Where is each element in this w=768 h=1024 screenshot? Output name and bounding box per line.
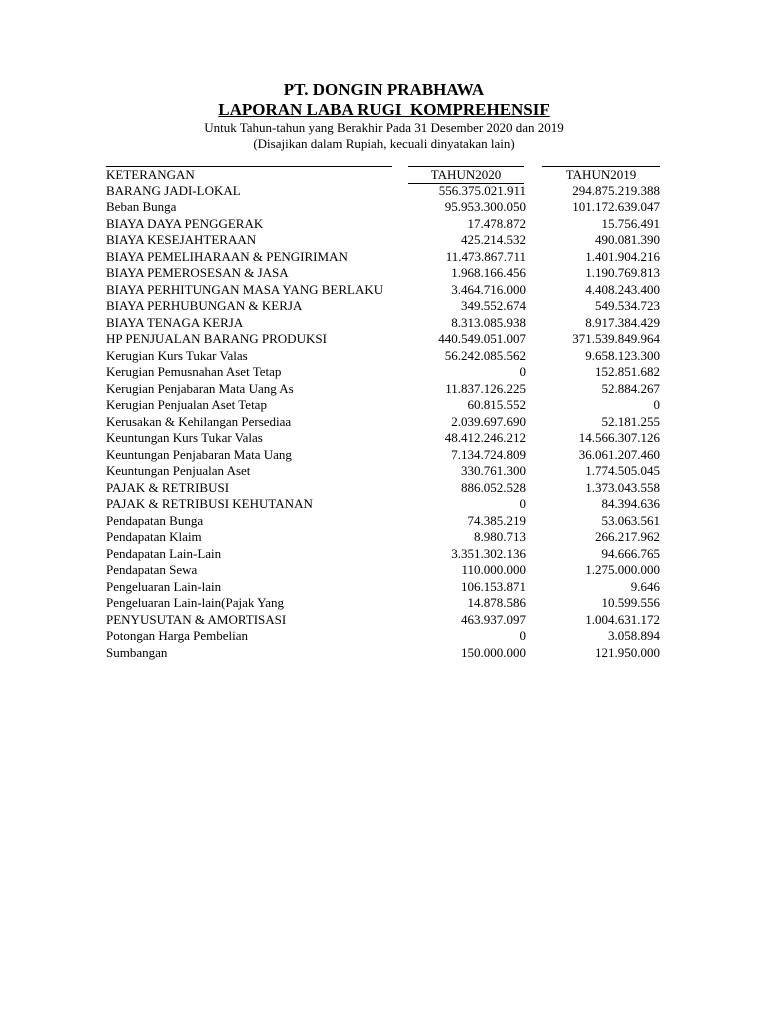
row-value-2019: 1.401.904.216	[585, 248, 660, 264]
table-row	[106, 265, 666, 282]
row-label: Kerugian Penjualan Aset Tetap	[106, 397, 267, 412]
row-value-2020: 106.153.871	[461, 578, 526, 594]
table-row	[106, 199, 666, 216]
row-label: Pendapatan Bunga	[106, 512, 204, 528]
table-row	[106, 447, 666, 464]
table-header-row	[106, 166, 666, 183]
row-value-2020: 60.815.552	[467, 397, 526, 412]
row-value-2019: 8.917.384.429	[585, 314, 660, 330]
row-label: Keuntungan Penjabaran Mata Uang	[106, 446, 292, 462]
row-value-2020: 0	[519, 364, 526, 379]
row-value-2020: 2.039.697.690	[451, 413, 526, 429]
row-label: PENYUSUTAN & AMORTISASI	[106, 611, 287, 627]
row-label: Beban Bunga	[106, 199, 177, 214]
row-value-2019: 1.275.000.000	[585, 562, 660, 577]
table-row	[106, 513, 666, 530]
row-value-2020: 3.464.716.000	[451, 281, 526, 297]
row-value-2020: 556.375.021.911	[438, 182, 526, 198]
table-row	[106, 562, 666, 579]
table-row	[106, 364, 666, 381]
row-label: BIAYA PEMEROSESAN & JASA	[106, 265, 289, 280]
table-row	[106, 579, 666, 596]
row-value-2019: 53.063.561	[601, 512, 660, 528]
row-value-2020: 11.473.867.711	[445, 248, 526, 264]
row-value-2019: 266.217.962	[595, 529, 660, 544]
row-label: BIAYA PEMELIHARAAN & PENGIRIMAN	[106, 248, 348, 264]
row-value-2020: 56.242.085.562	[444, 347, 526, 363]
row-value-2019: 94.666.765	[601, 545, 660, 561]
row-label: Pengeluaran Lain-lain	[106, 578, 222, 594]
table-row	[106, 331, 666, 348]
report-period: Untuk Tahun-tahun yang Berakhir Pada 31 Desember 2020 dan 2019	[204, 120, 564, 135]
report-title: LAPORAN LABA RUGI KOMPREHENSIF	[218, 100, 550, 119]
income-statement-table	[106, 166, 666, 661]
row-value-2020: 48.412.246.212	[444, 430, 526, 445]
row-value-2019: 549.534.723	[595, 298, 660, 313]
row-label: Pendapatan Klaim	[106, 529, 202, 544]
table-row	[106, 397, 666, 414]
row-value-2020: 440.549.051.007	[438, 331, 526, 346]
row-label: PAJAK & RETRIBUSI	[106, 479, 230, 495]
table-row	[106, 463, 666, 480]
column-header-label: KETERANGAN	[106, 166, 392, 183]
row-value-2020: 425.214.532	[461, 232, 526, 247]
table-row	[106, 249, 666, 266]
row-value-2020: 886.052.528	[461, 479, 526, 495]
row-value-2020: 8.313.085.938	[451, 314, 526, 330]
row-value-2019: 15.756.491	[601, 215, 660, 231]
row-value-2019: 1.004.631.172	[585, 611, 660, 627]
row-value-2019: 10.599.556	[601, 595, 660, 610]
row-value-2020: 463.937.097	[461, 611, 526, 627]
row-value-2019: 0	[653, 397, 660, 412]
table-row	[106, 282, 666, 299]
report-header	[0, 80, 768, 152]
currency-note: (Disajikan dalam Rupiah, kecuali dinyatakan lain)	[253, 136, 515, 151]
row-value-2019: 490.081.390	[595, 232, 660, 247]
table-row	[106, 529, 666, 546]
row-value-2020: 1.968.166.456	[451, 265, 526, 280]
table-row	[106, 612, 666, 629]
row-value-2020: 0	[519, 496, 526, 511]
row-value-2019: 1.373.043.558	[585, 479, 660, 495]
row-label: BIAYA KESEJAHTERAAN	[106, 232, 257, 247]
row-value-2020: 110.000.000	[461, 562, 526, 577]
row-label: Kerugian Penjabaran Mata Uang As	[106, 380, 294, 396]
row-label: Keuntungan Kurs Tukar Valas	[106, 430, 263, 445]
row-value-2019: 84.394.636	[601, 496, 660, 511]
table-row	[106, 496, 666, 513]
row-value-2019: 294.875.219.388	[572, 182, 660, 198]
row-value-2019: 36.061.207.460	[578, 446, 660, 462]
row-label: Kerugian Kurs Tukar Valas	[106, 347, 248, 363]
row-label: Sumbangan	[106, 644, 168, 660]
row-value-2019: 1.774.505.045	[585, 463, 660, 478]
row-label: BIAYA TENAGA KERJA	[106, 314, 244, 330]
table-row	[106, 546, 666, 563]
table-row	[106, 480, 666, 497]
table-row	[106, 348, 666, 365]
row-value-2019: 101.172.639.047	[572, 199, 660, 214]
table-body	[106, 183, 666, 662]
row-value-2019: 52.884.267	[601, 380, 660, 396]
table-row	[106, 628, 666, 645]
table-row	[106, 645, 666, 662]
row-value-2019: 14.566.307.126	[578, 430, 660, 445]
row-label: BIAYA PERHITUNGAN MASA YANG BERLAKU	[106, 281, 384, 297]
table-row	[106, 430, 666, 447]
row-label: Pendapatan Sewa	[106, 562, 198, 577]
row-value-2019: 121.950.000	[595, 644, 660, 660]
row-value-2020: 74.385.219	[467, 512, 526, 528]
row-label: BIAYA PERHUBUNGAN & KERJA	[106, 298, 303, 313]
row-value-2020: 7.134.724.809	[451, 446, 526, 462]
row-value-2019: 9.646	[630, 578, 660, 594]
row-value-2019: 52.181.255	[601, 413, 660, 429]
row-label: PAJAK & RETRIBUSI KEHUTANAN	[106, 496, 313, 511]
table-row	[106, 232, 666, 249]
row-label: HP PENJUALAN BARANG PRODUKSI	[106, 331, 327, 346]
table-row	[106, 216, 666, 233]
row-value-2019: 4.408.243.400	[585, 281, 660, 297]
row-label: Potongan Harga Pembelian	[106, 628, 249, 643]
row-value-2020: 349.552.674	[461, 298, 526, 313]
row-value-2020: 11.837.126.225	[445, 380, 526, 396]
row-value-2019: 152.851.682	[595, 364, 660, 379]
row-label: Keuntungan Penjualan Aset	[106, 463, 251, 478]
row-label: BIAYA DAYA PENGGERAK	[106, 215, 264, 231]
row-label: Kerusakan & Kehilangan Persediaa	[106, 413, 292, 429]
row-value-2019: 3.058.894	[608, 628, 660, 643]
row-label: Pengeluaran Lain-lain(Pajak Yang	[106, 595, 284, 610]
row-value-2020: 95.953.300.050	[444, 199, 526, 214]
table-row	[106, 315, 666, 332]
table-row	[106, 414, 666, 431]
row-value-2019: 1.190.769.813	[585, 265, 660, 280]
column-header-2019: TAHUN2019	[542, 166, 660, 183]
row-value-2020: 330.761.300	[461, 463, 526, 478]
row-value-2020: 14.878.586	[467, 595, 526, 610]
row-value-2020: 150.000.000	[461, 644, 526, 660]
row-label: Kerugian Pemusnahan Aset Tetap	[106, 364, 282, 379]
table-row	[106, 595, 666, 612]
column-header-2020: TAHUN2020	[408, 166, 524, 184]
table-row	[106, 183, 666, 200]
company-name: PT. DONGIN PRABHAWA	[283, 80, 485, 99]
table-row	[106, 381, 666, 398]
row-label: Pendapatan Lain-Lain	[106, 545, 222, 561]
row-value-2020: 0	[519, 628, 526, 643]
row-value-2019: 371.539.849.964	[572, 331, 660, 346]
table-row	[106, 298, 666, 315]
row-value-2020: 17.478.872	[467, 215, 526, 231]
row-value-2020: 8.980.713	[474, 529, 526, 544]
row-value-2020: 3.351.302.136	[451, 545, 526, 561]
row-label: BARANG JADI-LOKAL	[106, 182, 241, 198]
row-value-2019: 9.658.123.300	[585, 347, 660, 363]
